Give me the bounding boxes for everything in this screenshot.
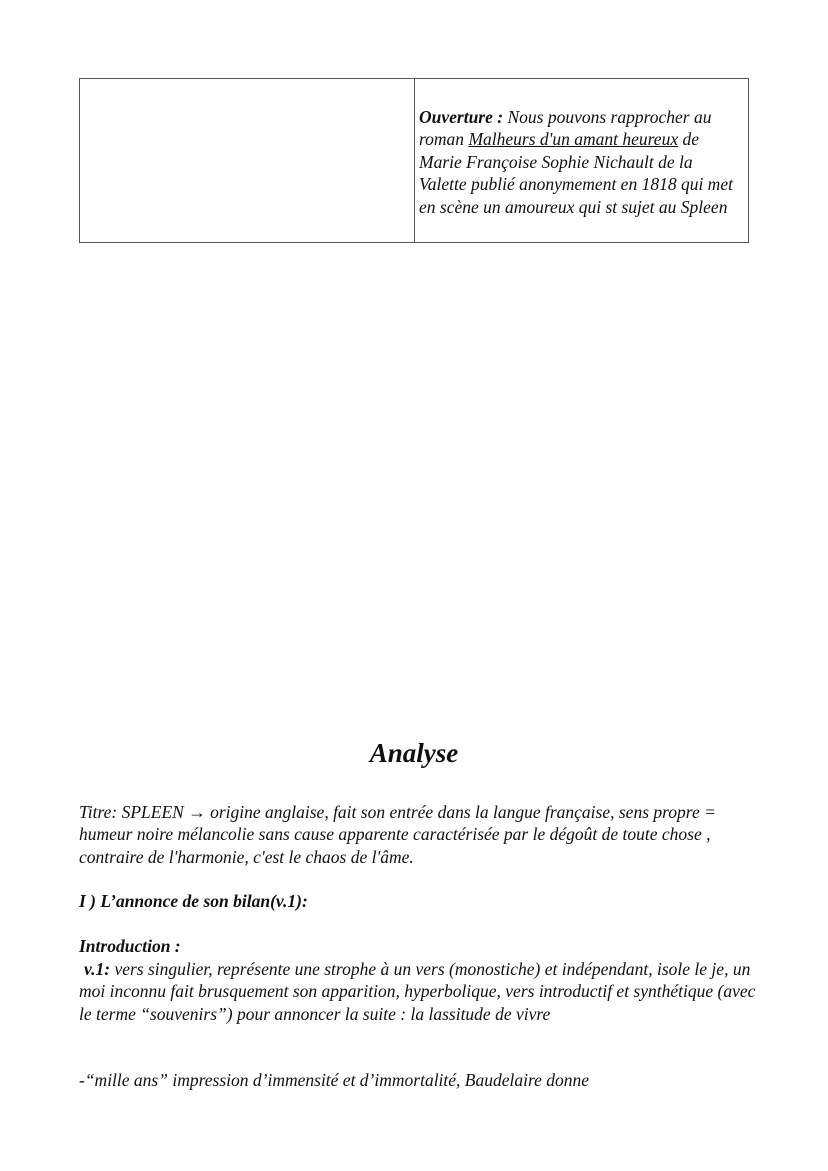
bullet-quote: “mille ans” xyxy=(84,1070,168,1090)
verse-text: vers singulier, représente une strophe à un vers (monostiche) et indépendant, isole le je, un moi inconnu fait brusquement son apparition, hyperbolique, vers introductif et synthétique (avec le terme “souvenirs”) pour annoncer la suite : la lassitude de vivre xyxy=(79,959,756,1024)
introduction-paragraph xyxy=(79,958,759,1025)
ouverture-text-2: de Marie Françoise Sophie Nichault de la Valette publié anonymement en 1818 qui met en scène un amoureux qui st sujet au Spleen xyxy=(419,129,733,217)
ouverture-paragraph xyxy=(415,79,748,218)
verse-label: v.1: xyxy=(84,959,111,979)
titre-paragraph: Titre: SPLEEN → origine anglaise, fait son entrée dans la langue française, sens propre = humeur noire mélancolie sans cause apparente caractérisée par le dégoût de toute chose , contraire de l'harmonie, c'est le chaos de l'âme. xyxy=(79,802,716,867)
section-1-title: I ) L’annonce de son bilan(v.1): xyxy=(79,891,308,911)
ouverture-cell xyxy=(415,79,749,243)
ouverture-text-1: Nous pouvons rapprocher au roman xyxy=(419,107,712,150)
table-row xyxy=(80,79,749,243)
empty-table-cell xyxy=(80,79,415,243)
bullet-dash: - xyxy=(79,1070,85,1090)
ouverture-label: Ouverture : xyxy=(419,107,504,127)
page-title: Analyse xyxy=(369,738,459,768)
ouverture-table xyxy=(79,78,749,243)
bullet-paragraph xyxy=(79,1069,759,1091)
bullet-text: impression d’immensité et d’immortalité, Baudelaire donne xyxy=(167,1070,590,1090)
book-title: Malheurs d'un amant heureux xyxy=(468,129,679,150)
introduction-label: Introduction : xyxy=(79,936,181,956)
